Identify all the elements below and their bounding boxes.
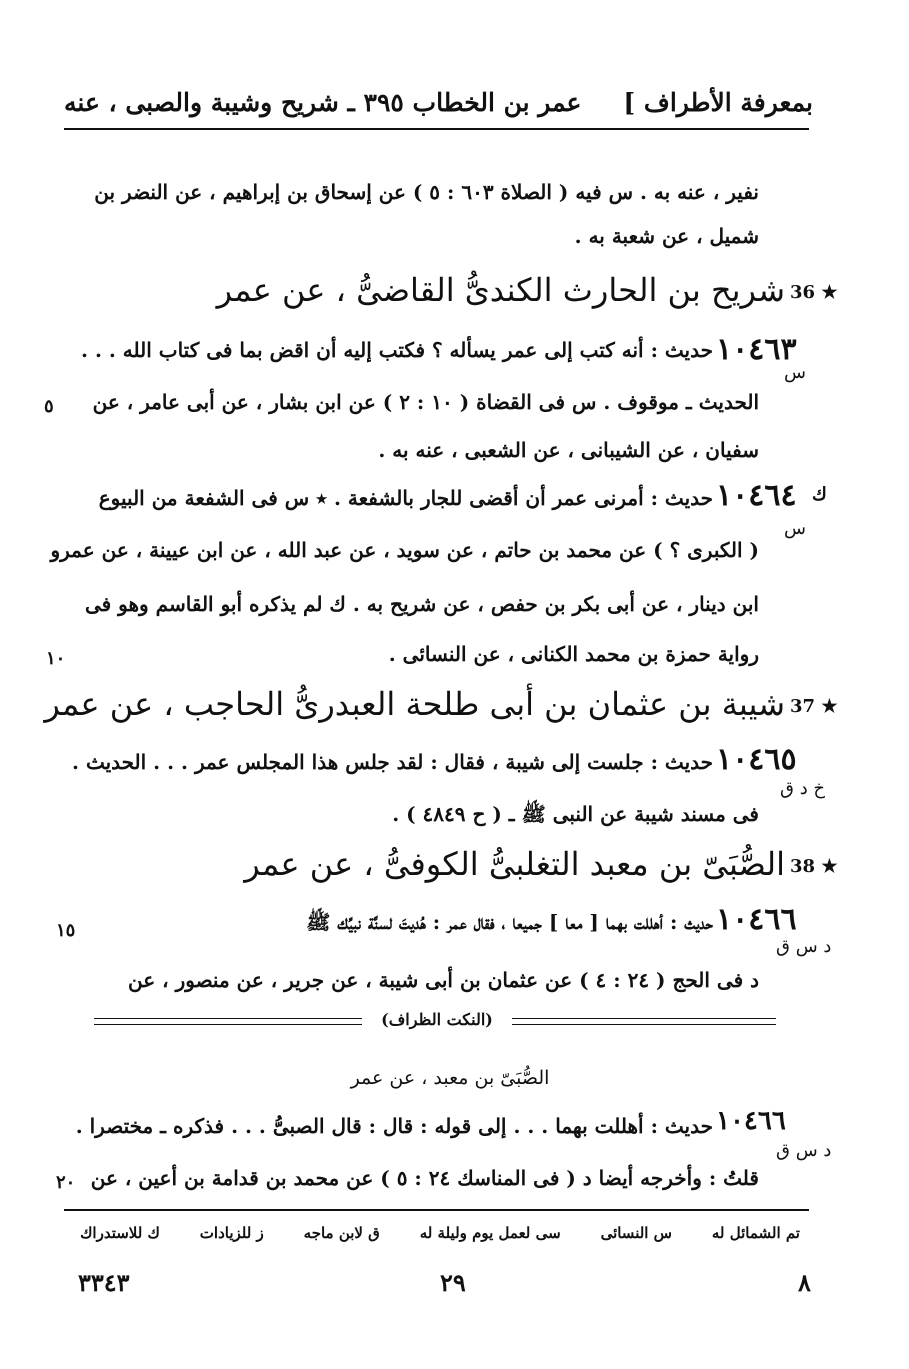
hadith-number-10463: ١٠٤٦٣ — [716, 332, 797, 367]
hadith-10464-line-2: ( الكبرى ؟ ) عن محمد بن حاتم ، عن سويد ، عن عبد الله ، عن ابن عيينة ، عن عمرو — [50, 538, 759, 562]
footer-item-ibn-majah: ق لابن ماجه — [303, 1224, 380, 1242]
margin-line-number-5: ٥ — [44, 396, 54, 417]
section-title-36: شريح بن الحارث الكندىُّ القاضىُّ ، عن عمر — [216, 271, 785, 309]
hadith-10463-line-1: حديث : أنه كتب إلى عمر يسأله ؟ فكتب إليه أن اقض بما فى كتاب الله . . . — [81, 338, 713, 362]
hadith-number-10465: ١٠٤٦٥ — [716, 742, 797, 777]
intro-line-2: شميل ، عن شعبة به . — [574, 224, 759, 248]
hadith-prefix-10464: ك — [812, 484, 827, 505]
hadith-10466-line-1: حديث : أهللت بهما [ معا ] جميعا ، فقال عمر : هُديتَ لسنَّة نبيِّك ﷺ — [306, 910, 713, 934]
nukat-label-open: ( — [485, 1010, 493, 1029]
hadith-sigla-10465: خ د ق — [780, 778, 826, 799]
hadith-sigla-10466: د س ق — [776, 936, 832, 957]
divider-rule-left — [94, 1018, 362, 1025]
header-rule — [64, 128, 809, 130]
footer-item-istidrak: ك للاستدراك — [80, 1224, 160, 1242]
hadith-10464-line-4: رواية حمزة بن محمد الكنانى ، عن النسائى . — [388, 642, 759, 666]
section-title-37: شيبة بن عثمان بن أبى طلحة العبدرىُّ الحاجب ، عن عمر — [44, 685, 785, 723]
hadith-10464-line-1: حديث : أمرنى عمر أن أقضى للجار بالشفعة . ٭ س فى الشفعة من البيوع — [98, 486, 713, 510]
section-marker-37: 37 ★ — [790, 696, 838, 717]
divider-rule-right — [512, 1018, 776, 1025]
margin-line-number-15: ١٥ — [56, 920, 76, 941]
hadith-10465-line-2: فى مسند شيبة عن النبى ﷺ ـ ( ح ٤٨٤٩ ) . — [392, 802, 759, 826]
nukat-line-2: قلتُ : وأخرجه أيضا د ( فى المناسك ٢٤ : ٥ ) عن محمد بن قدامة بن أعين ، عن — [90, 1166, 759, 1190]
footer-rule — [64, 1209, 809, 1211]
nukat-label-text: النكت الظراف — [388, 1010, 486, 1029]
nukat-label — [364, 1010, 510, 1029]
hadith-number-10466: ١٠٤٦٦ — [716, 902, 797, 937]
nukat-number: ١٠٤٦٦ — [716, 1106, 786, 1136]
page-number-right: ٨ — [798, 1268, 811, 1297]
hadith-10463-line-2: الحديث ـ موقوف . س فى القضاة ( ١٠ : ٢ ) عن ابن بشار ، عن أبى عامر ، عن — [92, 390, 759, 414]
header-center: عمر بن الخطاب ٣٩٥ ـ شريح وشيبة والصبى ، عنه — [64, 88, 582, 117]
header-right: بمعرفة الأطراف ] — [623, 88, 813, 117]
hadith-10466-line-2: د فى الحج ( ٢٤ : ٤ ) عن عثمان بن أبى شيبة ، عن جرير ، عن منصور ، عن — [128, 968, 759, 992]
hadith-10465-line-1: حديث : جلست إلى شيبة ، فقال : لقد جلس هذا المجلس عمر . . . الحديث . — [72, 750, 713, 774]
page-number-left: ٣٣٤٣ — [78, 1268, 130, 1297]
hadith-sigla-10464: س — [784, 518, 806, 539]
footer-item-shamail: تم الشمائل له — [711, 1224, 800, 1242]
hadith-10464-line-3: ابن دينار ، عن أبى بكر بن حفص ، عن شريح به . ك لم يذكره أبو القاسم وهو فى — [84, 592, 759, 616]
nukat-subtitle: الصُّبَىّ بن معبد ، عن عمر — [350, 1067, 550, 1089]
hadith-number-10464: ١٠٤٦٤ — [716, 478, 797, 513]
footer-legend — [80, 1224, 800, 1242]
section-marker-38: 38 ★ — [790, 856, 838, 877]
nukat-line-1: حديث : أهللت بهما . . . إلى قوله : قال : قال الصبىُّ . . . فذكره ـ مختصرا . — [75, 1114, 713, 1138]
nukat-sigla: د س ق — [776, 1140, 832, 1161]
hadith-10463-line-3: سفيان ، عن الشيبانى ، عن الشعبى ، عنه به . — [378, 438, 759, 462]
intro-line-1: نفير ، عنه به . س فيه ( الصلاة ٦٠٣ : ٥ ) عن إسحاق بن إبراهيم ، عن النضر بن — [94, 180, 759, 204]
section-title-38: الصُّبَىّ بن معبد التغلبىُّ الكوفىُّ ، عن عمر — [244, 845, 785, 883]
hadith-sigla-10463: س — [784, 362, 806, 383]
nukat-label-close: ) — [381, 1010, 389, 1029]
footer-item-ziyadat: ز للزيادات — [199, 1224, 264, 1242]
page-number-center: ٢٩ — [440, 1268, 466, 1297]
section-marker-36: 36 ★ — [790, 282, 838, 303]
margin-line-number-10: ١٠ — [46, 648, 66, 669]
margin-line-number-20: ٢٠ — [56, 1172, 76, 1193]
footer-item-nasai: س النسائى — [600, 1224, 672, 1242]
footer-item-amal-yawm: سى لعمل يوم وليلة له — [419, 1224, 561, 1242]
